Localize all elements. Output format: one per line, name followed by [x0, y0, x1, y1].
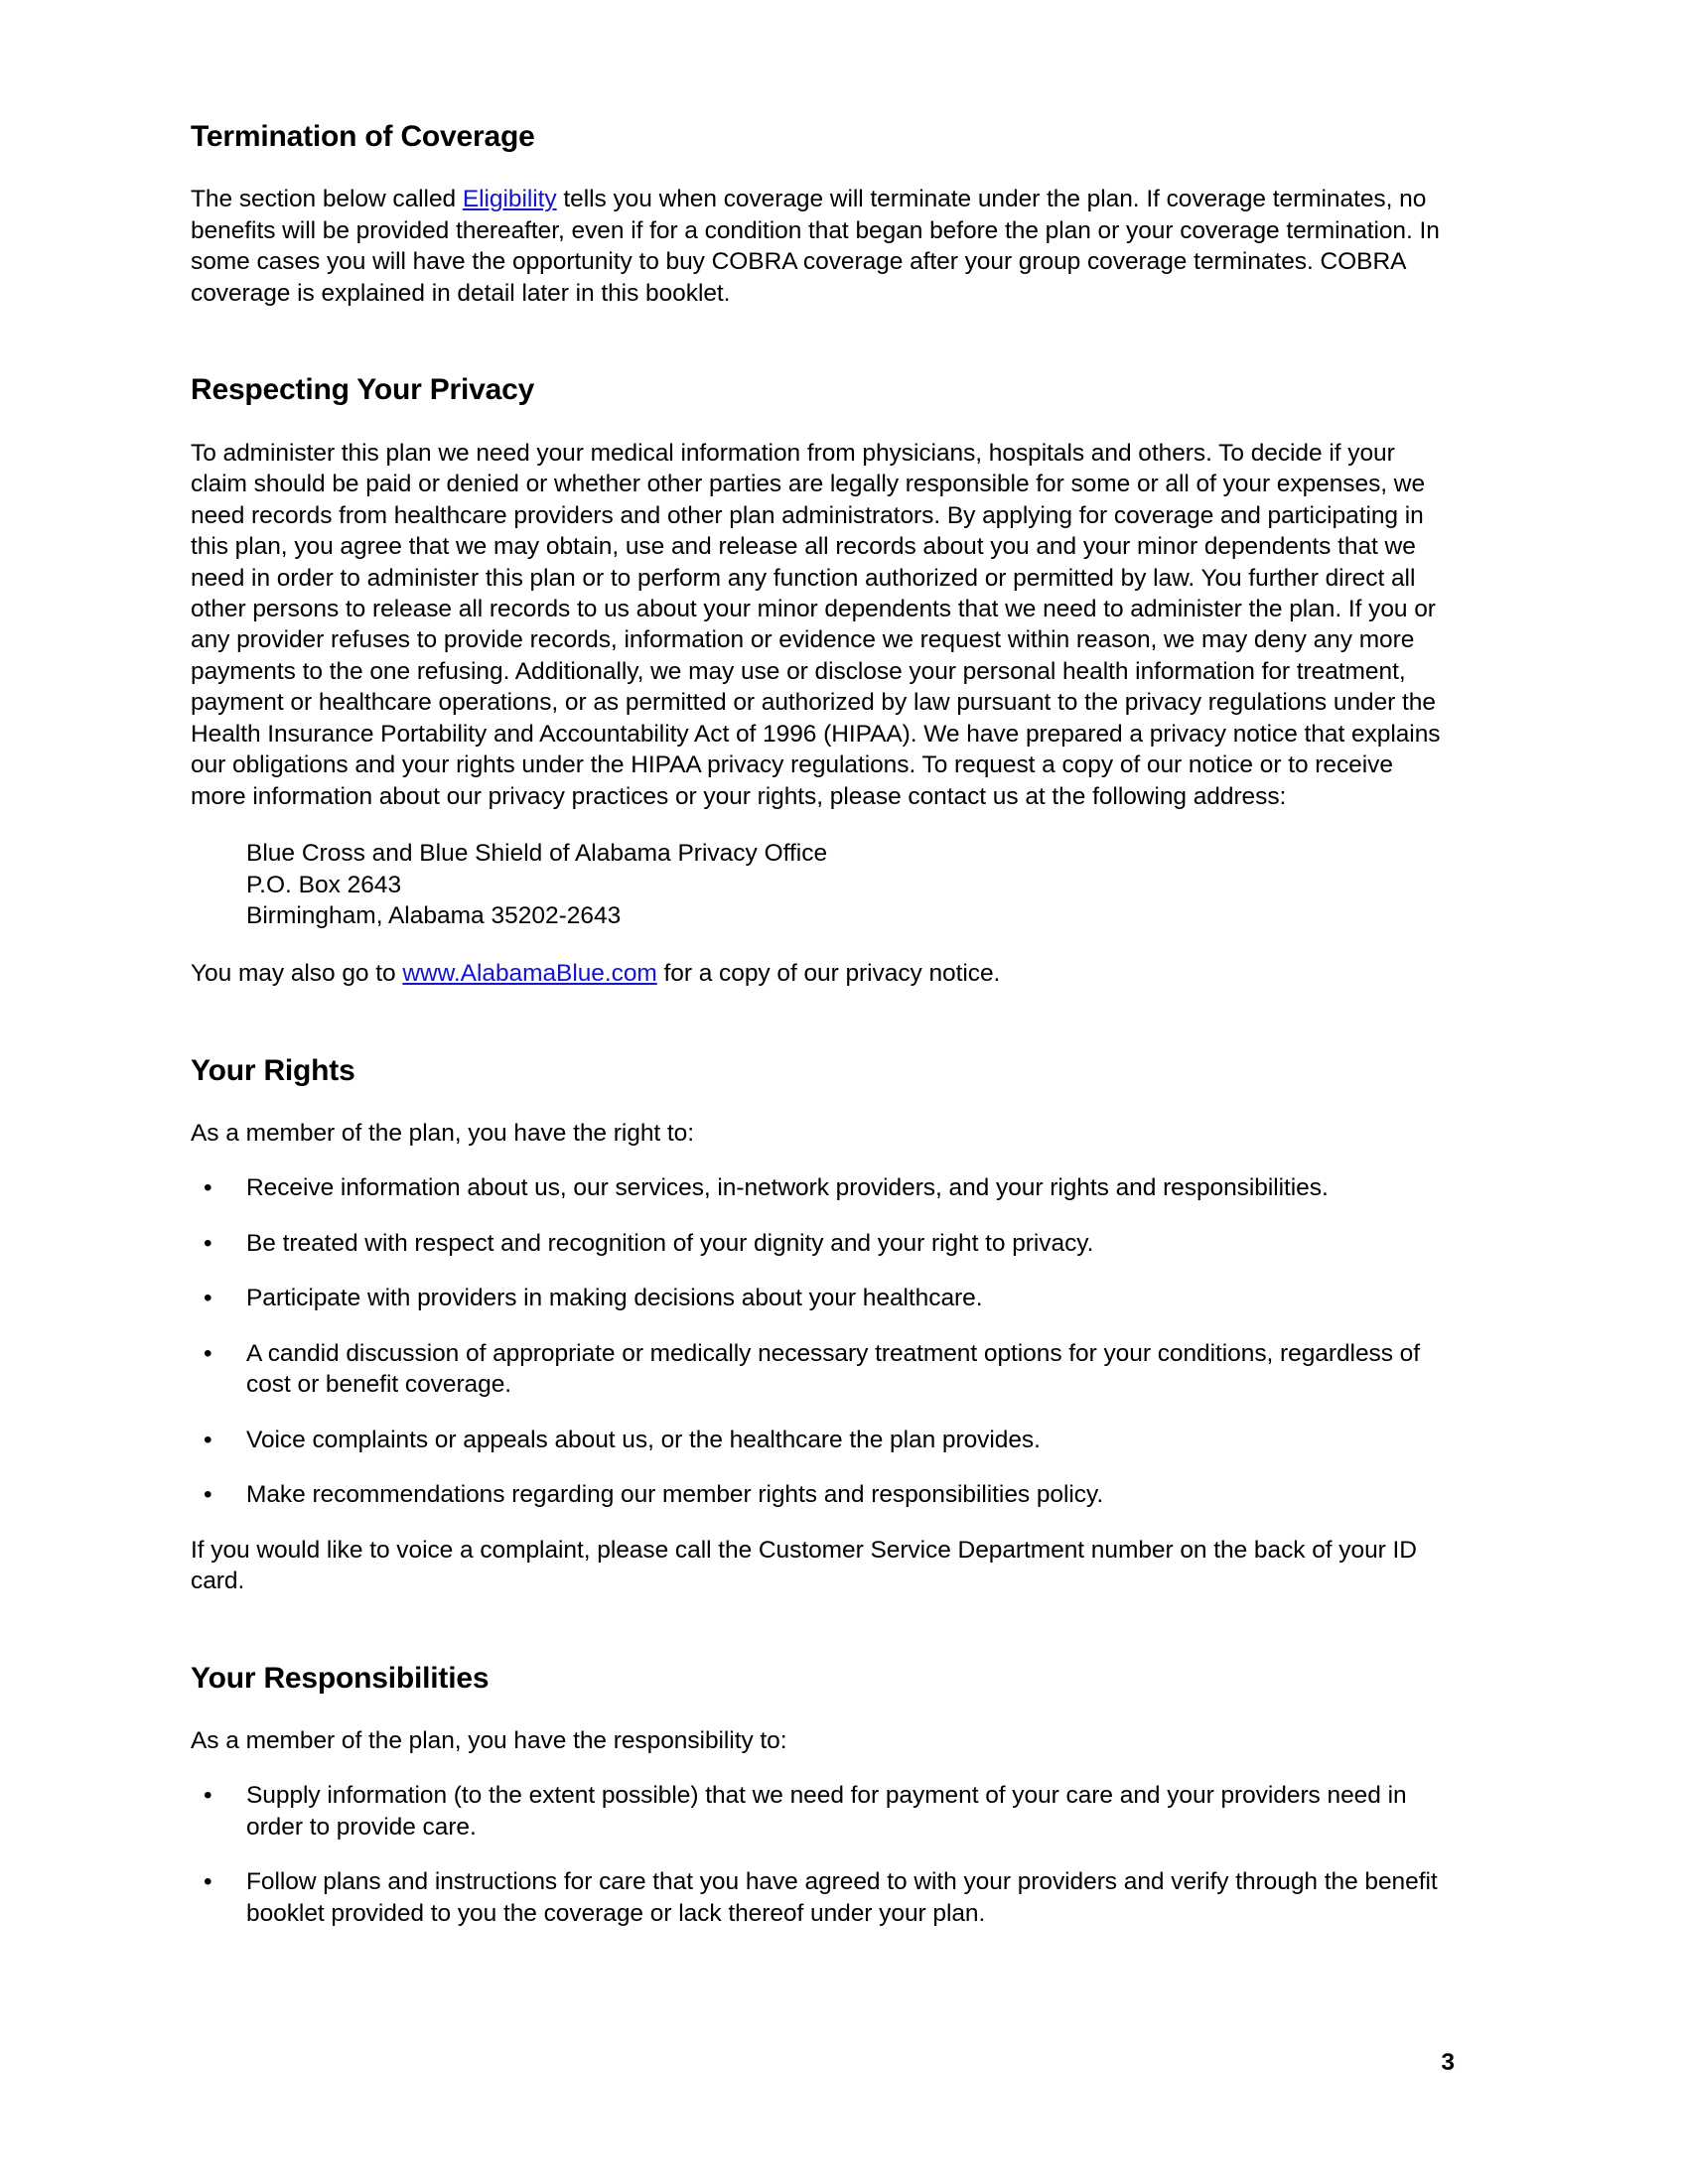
spacer: [191, 1088, 1455, 1118]
spacer: [191, 932, 1455, 958]
bullet-icon: •: [204, 1339, 212, 1367]
spacer: [191, 408, 1455, 438]
list-item-label: Follow plans and instructions for care that you have agreed to with your providers and verify through the benefit booklet provided to you the coverage or lack thereof under your plan.: [246, 1868, 1438, 1927]
termination-text-before-link: The section below called: [191, 186, 463, 213]
bullet-icon: •: [204, 1426, 212, 1453]
eligibility-link[interactable]: Eligibility: [462, 186, 557, 213]
list-item: [191, 1228, 1455, 1259]
rights-bullet-list: [191, 1172, 1455, 1510]
address-line-3: Birmingham, Alabama 35202-2643: [246, 902, 622, 930]
spacer: [191, 1597, 1455, 1661]
heading-termination-of-coverage: Termination of Coverage: [191, 120, 535, 153]
spacer: [191, 1149, 1455, 1172]
spacer: [191, 154, 1455, 184]
spacer: [191, 812, 1455, 838]
bullet-icon: •: [204, 1868, 212, 1896]
paragraph-privacy: To administer this plan we need your medical information from physicians, hospitals and others. To decide if your claim should be paid or denied or whether other parties are legally responsible for some or all of your expenses, we need records from healthcare providers and other plan administrators. By applying for coverage and participating in this plan, you agree that we may obtain, use and release all records about you and your minor dependents that we need in order to administer this plan or to perform any function authorized or permitted by law. You further direct all other persons to release all records to us about your minor dependents that we need to administer the plan. If you or any provider refuses to provide records, information or evidence we request within reason, we may deny any more payments to the one refusing. Additionally, we may use or disclose your personal health information for treatment, payment or healthcare operations, or as permitted or authorized by law pursuant to the privacy regulations under the Health Insurance Portability and Accountability Act of 1996 (HIPAA). We have prepared a privacy notice that explains our obligations and your rights under the HIPAA privacy regulations. To request a copy of our notice or to receive more information about our privacy practices or your rights, please contact us at the following address:: [191, 439, 1441, 810]
alabamablue-website-link[interactable]: www.AlabamaBlue.com: [402, 960, 657, 988]
heading-respecting-your-privacy: Respecting Your Privacy: [191, 373, 535, 407]
list-item-label: Receive information about us, our services, in-network providers, and your rights and responsibilities.: [246, 1174, 1329, 1202]
responsibilities-bullet-list: [191, 1780, 1455, 1929]
address-line-2: P.O. Box 2643: [246, 871, 402, 898]
rights-intro: As a member of the plan, you have the right to:: [191, 1119, 694, 1147]
bullet-icon: •: [204, 1229, 212, 1257]
spacer: [191, 309, 1455, 372]
bullet-icon: •: [204, 1285, 212, 1312]
bullet-icon: •: [204, 1782, 212, 1810]
list-item-label: Participate with providers in making decisions about your healthcare.: [246, 1285, 983, 1312]
paragraph-termination: [191, 184, 1455, 309]
website-text-after-link: for a copy of our privacy notice.: [656, 960, 1001, 988]
list-item-label: A candid discussion of appropriate or medically necessary treatment options for your conditions, regardless of cost or benefit coverage.: [246, 1339, 1421, 1399]
list-item-label: Supply information (to the extent possible) that we need for payment of your care and your providers need in order to provide care.: [246, 1782, 1407, 1841]
responsibilities-intro: As a member of the plan, you have the responsibility to:: [191, 1727, 787, 1754]
heading-your-rights: Your Rights: [191, 1053, 355, 1087]
spacer: [191, 1696, 1455, 1725]
rights-closing-paragraph: If you would like to voice a complaint, please call the Customer Service Department number on the back of your ID card.: [191, 1536, 1417, 1595]
list-item: [191, 1425, 1455, 1455]
bullet-icon: •: [204, 1174, 212, 1202]
list-item: [191, 1780, 1455, 1843]
termination-text-after-link: tells you when coverage will terminate under the plan. If coverage terminates, no benefits will be provided thereafter, even if for a condition that began before the plan or your coverage termination. In some cases you will have the opportunity to buy COBRA coverage after your group coverage terminates. COBRA coverage is explained in detail later in this booklet.: [191, 186, 1440, 307]
paragraph-website: [191, 958, 1455, 989]
address-line-1: Blue Cross and Blue Shield of Alabama Privacy Office: [246, 840, 828, 868]
bullet-icon: •: [204, 1481, 212, 1509]
website-text-before-link: You may also go to: [191, 960, 403, 988]
list-item: [191, 1338, 1455, 1401]
list-item: [191, 1866, 1455, 1929]
list-item-label: Be treated with respect and recognition of your dignity and your right to privacy.: [246, 1229, 1094, 1257]
list-item: [191, 1479, 1455, 1510]
spacer: [191, 1511, 1455, 1535]
list-item-label: Make recommendations regarding our member rights and responsibilities policy.: [246, 1481, 1104, 1509]
heading-your-responsibilities: Your Responsibilities: [191, 1661, 490, 1695]
spacer: [191, 990, 1455, 1053]
privacy-office-address: [191, 838, 1455, 932]
list-item: [191, 1283, 1455, 1313]
list-item: [191, 1172, 1455, 1203]
page-number: 3: [1441, 2048, 1455, 2076]
spacer: [191, 1756, 1455, 1780]
list-item-label: Voice complaints or appeals about us, or the healthcare the plan provides.: [246, 1426, 1041, 1453]
